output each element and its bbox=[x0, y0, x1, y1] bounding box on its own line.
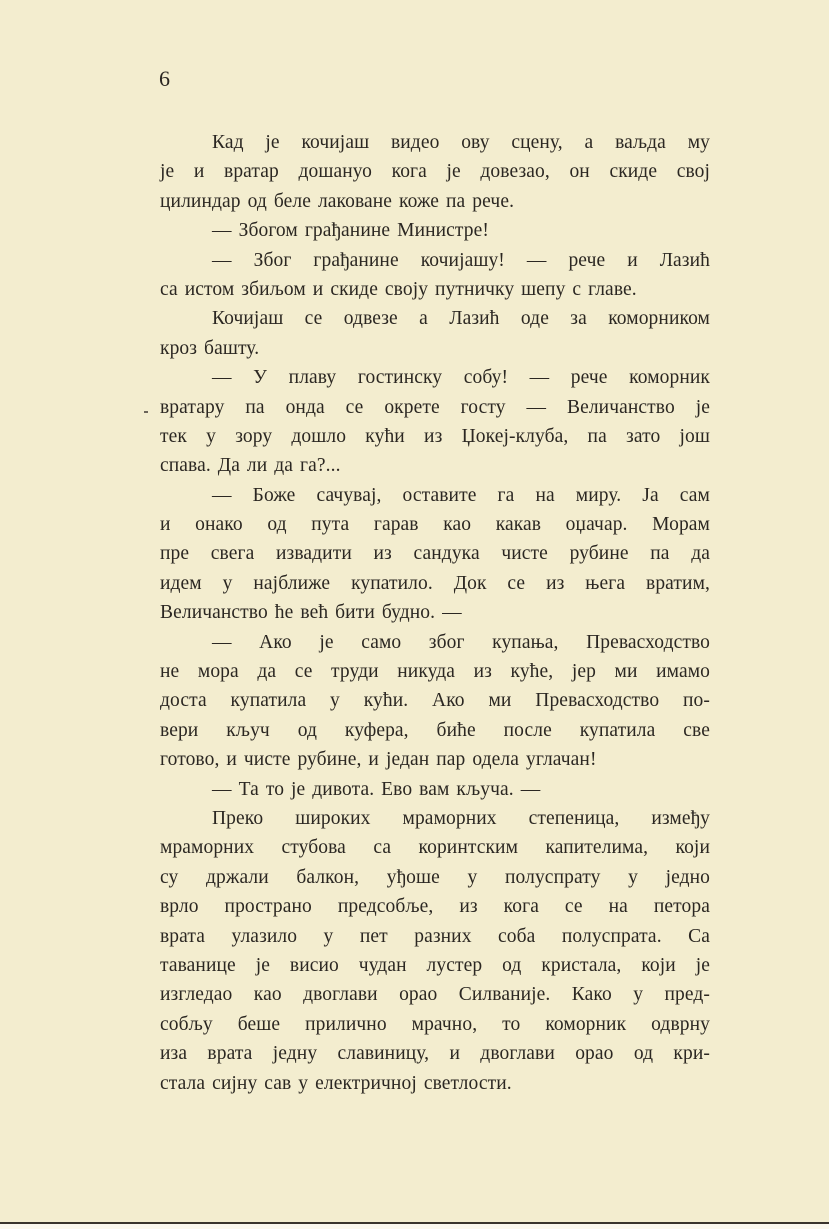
text-line: — Због грађанине кочијашу! — рече и Лазић bbox=[212, 249, 710, 271]
text-line: иза врата једну славиницу, и двоглави орао од кри- bbox=[160, 1043, 710, 1065]
text-line: — Та то је дивота. Ево вам кључа. — bbox=[212, 778, 541, 800]
text-line: — У плаву гостинску собу! — рече коморник bbox=[212, 367, 710, 389]
text-line: изгледао као двоглави орао Силваније. Како у пред- bbox=[160, 984, 710, 1006]
text-line: и онако од пута гарав као какав оџачар. Морам bbox=[160, 514, 710, 536]
text-line: — Боже сачувај, оставите га на миру. Ја сам bbox=[212, 484, 710, 506]
text-line: спава. Да ли да га?... bbox=[160, 455, 341, 477]
text-line: доста купатила у кући. Ако ми Превасходство по- bbox=[160, 690, 710, 712]
text-line: врло пространo предсобље, из кога се на петора bbox=[160, 896, 710, 918]
text-line: не мора да се труди никуда из куће, јер ми имамо bbox=[160, 661, 710, 683]
text-line: пре свега извадити из сандука чисте рубине па да bbox=[160, 543, 710, 565]
text-line: са истом збиљом и скиде своју путничку шепу с главе. bbox=[160, 278, 637, 300]
text-line: цилиндар од беле лаковане коже па рече. bbox=[160, 190, 515, 212]
text-line: готово, и чисте рубине, и један пар одела углачан! bbox=[160, 749, 597, 771]
page-number: 6 bbox=[159, 66, 170, 91]
text-line: Величанство ће већ бити будно. — bbox=[160, 602, 462, 624]
text-line: идем у најближе купатило. Док се из њега вратим, bbox=[160, 572, 710, 594]
text-line: Преко широких мраморних степеница, између bbox=[212, 807, 710, 829]
text-line: вратару па онда се окрете госту — Величанство је bbox=[160, 396, 710, 418]
text-line: су држали балкон, уђоше у полуспрату у једно bbox=[160, 866, 710, 888]
text-line: — Збогом грађанине Министре! bbox=[212, 220, 489, 242]
text-line: кроз башту. bbox=[160, 337, 260, 359]
text-line: мраморних стубова са коринтским капителима, који bbox=[160, 837, 710, 859]
margin-mark bbox=[144, 411, 148, 413]
text-line: — Ако је само због купања, Превасходство bbox=[212, 631, 710, 653]
text-line: таванице је висио чудан лустер од кристала, који је bbox=[160, 954, 710, 976]
text-line: тек у зору дошло кући из Џокеј-клуба, па зато још bbox=[160, 425, 710, 447]
text-line: стала сијну сав у електричној светлости. bbox=[160, 1072, 512, 1094]
body-text bbox=[160, 128, 710, 1098]
bottom-margin bbox=[0, 1224, 829, 1229]
text-line: Кад је кочијаш видео ову сцену, а ваљда му bbox=[212, 132, 710, 153]
text-line: собљу беше прилично мрачно, то коморник одврну bbox=[160, 1013, 710, 1035]
text-line: је и вратар дошануо кога је довезао, он скиде свој bbox=[160, 161, 710, 183]
text-line: вери кључ од куфера, биће после купатила све bbox=[160, 719, 710, 741]
text-line: врата улазило у пет разних соба полуспрата. Са bbox=[160, 925, 710, 947]
text-line: Кочијаш се одвезе а Лазић оде за коморником bbox=[212, 308, 710, 330]
